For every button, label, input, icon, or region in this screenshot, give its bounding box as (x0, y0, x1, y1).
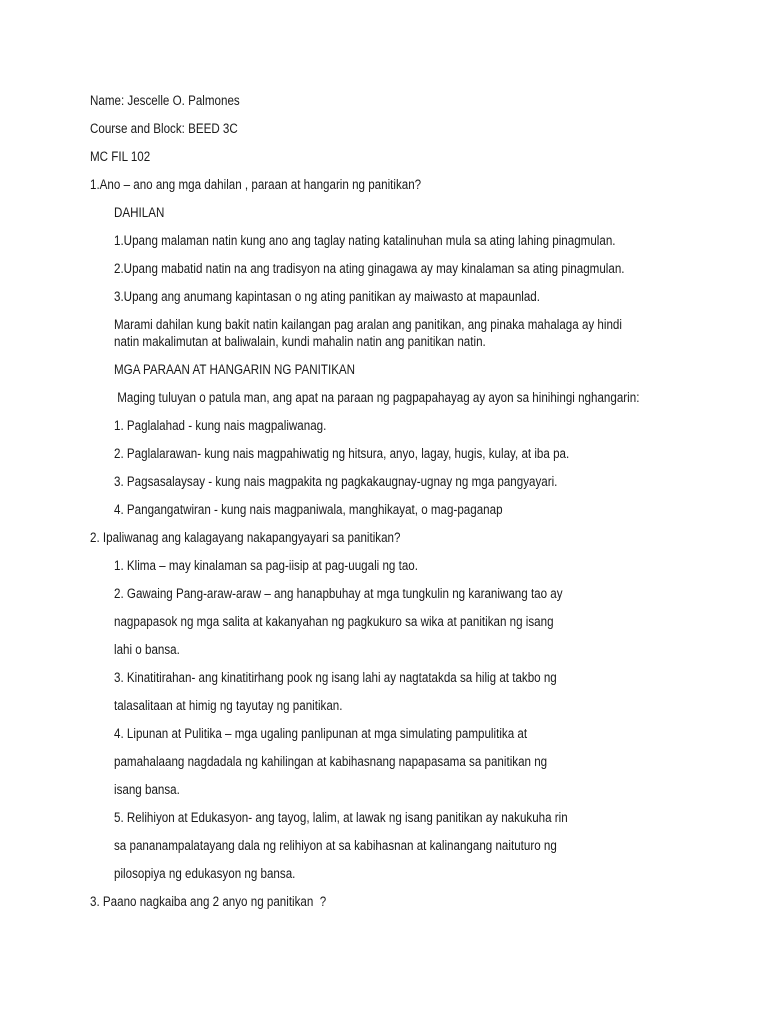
q2-line: talasalitaan at himig ng tayutay ng panitikan. (114, 698, 343, 713)
paraan-item: 4. Pangangatwiran - kung nais magpaniwala, manghikayat, o mag-paganap (114, 502, 503, 517)
dahilan-heading: DAHILAN (114, 205, 165, 220)
paraan-intro: Maging tuluyan o patula man, ang apat na paraan ng pagpapahayag ay ayon sa hinihingi nghangarin: (114, 390, 640, 405)
q2-line: 1. Klima – may kinalaman sa pag-iisip at pag-uugali ng tao. (114, 558, 418, 573)
q2-line: nagpapasok ng mga salita at kakanyahan ng pagkukuro sa wika at panitikan ng isang (114, 614, 554, 629)
q2-line: 2. Gawaing Pang-araw-araw – ang hanapbuhay at mga tungkulin ng karaniwang tao ay (114, 586, 563, 601)
q2-line: pamahalaang nagdadala ng kahilingan at kabihasnang napapasama sa panitikan ng (114, 754, 548, 769)
paraan-item: 3. Pagsasalaysay - kung nais magpakita ng pagkakaugnay-ugnay ng mga pangyayari. (114, 474, 558, 489)
q2-line: 4. Lipunan at Pulitika – mga ugaling panlipunan at mga simulating pampulitika at (114, 726, 528, 741)
dahilan-summary-line: natin makalimutan at baliwalain, kundi mahalin natin ang panitikan natin. (114, 334, 486, 349)
paraan-heading: MGA PARAAN AT HANGARIN NG PANITIKAN (114, 362, 356, 377)
q2-line: 5. Relihiyon at Edukasyon- ang tayog, lalim, at lawak ng isang panitikan ay nakukuha rin (114, 810, 568, 825)
course-and-block: Course and Block: BEED 3C (90, 121, 238, 136)
dahilan-summary-line: Marami dahilan kung bakit natin kailangan pag aralan ang panitikan, ang pinaka mahalaga ay hindi (114, 317, 622, 332)
student-name: Name: Jescelle O. Palmones (90, 93, 240, 108)
paraan-item: 2. Paglalarawan- kung nais magpahiwatig ng hitsura, anyo, lagay, hugis, kulay, at iba pa. (114, 446, 570, 461)
dahilan-item: 2.Upang mabatid natin na ang tradisyon na ating ginagawa ay may kinalaman sa ating pinagmulan. (114, 261, 625, 276)
q2-line: sa pananampalatayang dala ng relihiyon at sa kabihasnan at kalinangang naituturo ng (114, 838, 557, 853)
q2-line: 3. Kinatitirahan- ang kinatitirhang pook ng isang lahi ay nagtatakda sa hilig at takbo ng (114, 670, 557, 685)
q2-line: pilosopiya ng edukasyon ng bansa. (114, 866, 296, 881)
paraan-item: 1. Paglalahad - kung nais magpaliwanag. (114, 418, 327, 433)
question-1: 1.Ano – ano ang mga dahilan , paraan at hangarin ng panitikan? (90, 177, 422, 192)
q2-line: isang bansa. (114, 782, 180, 797)
question-3: 3. Paano nagkaiba ang 2 anyo ng panitikan ? (90, 894, 327, 909)
question-2: 2. Ipaliwanag ang kalagayang nakapangyayari sa panitikan? (90, 530, 401, 545)
q2-line: lahi o bansa. (114, 642, 180, 657)
dahilan-item: 3.Upang ang anumang kapintasan o ng ating panitikan ay maiwasto at mapaunlad. (114, 289, 540, 304)
subject-code: MC FIL 102 (90, 149, 151, 164)
dahilan-item: 1.Upang malaman natin kung ano ang taglay nating katalinuhan mula sa ating lahing pinagmulan. (114, 233, 616, 248)
